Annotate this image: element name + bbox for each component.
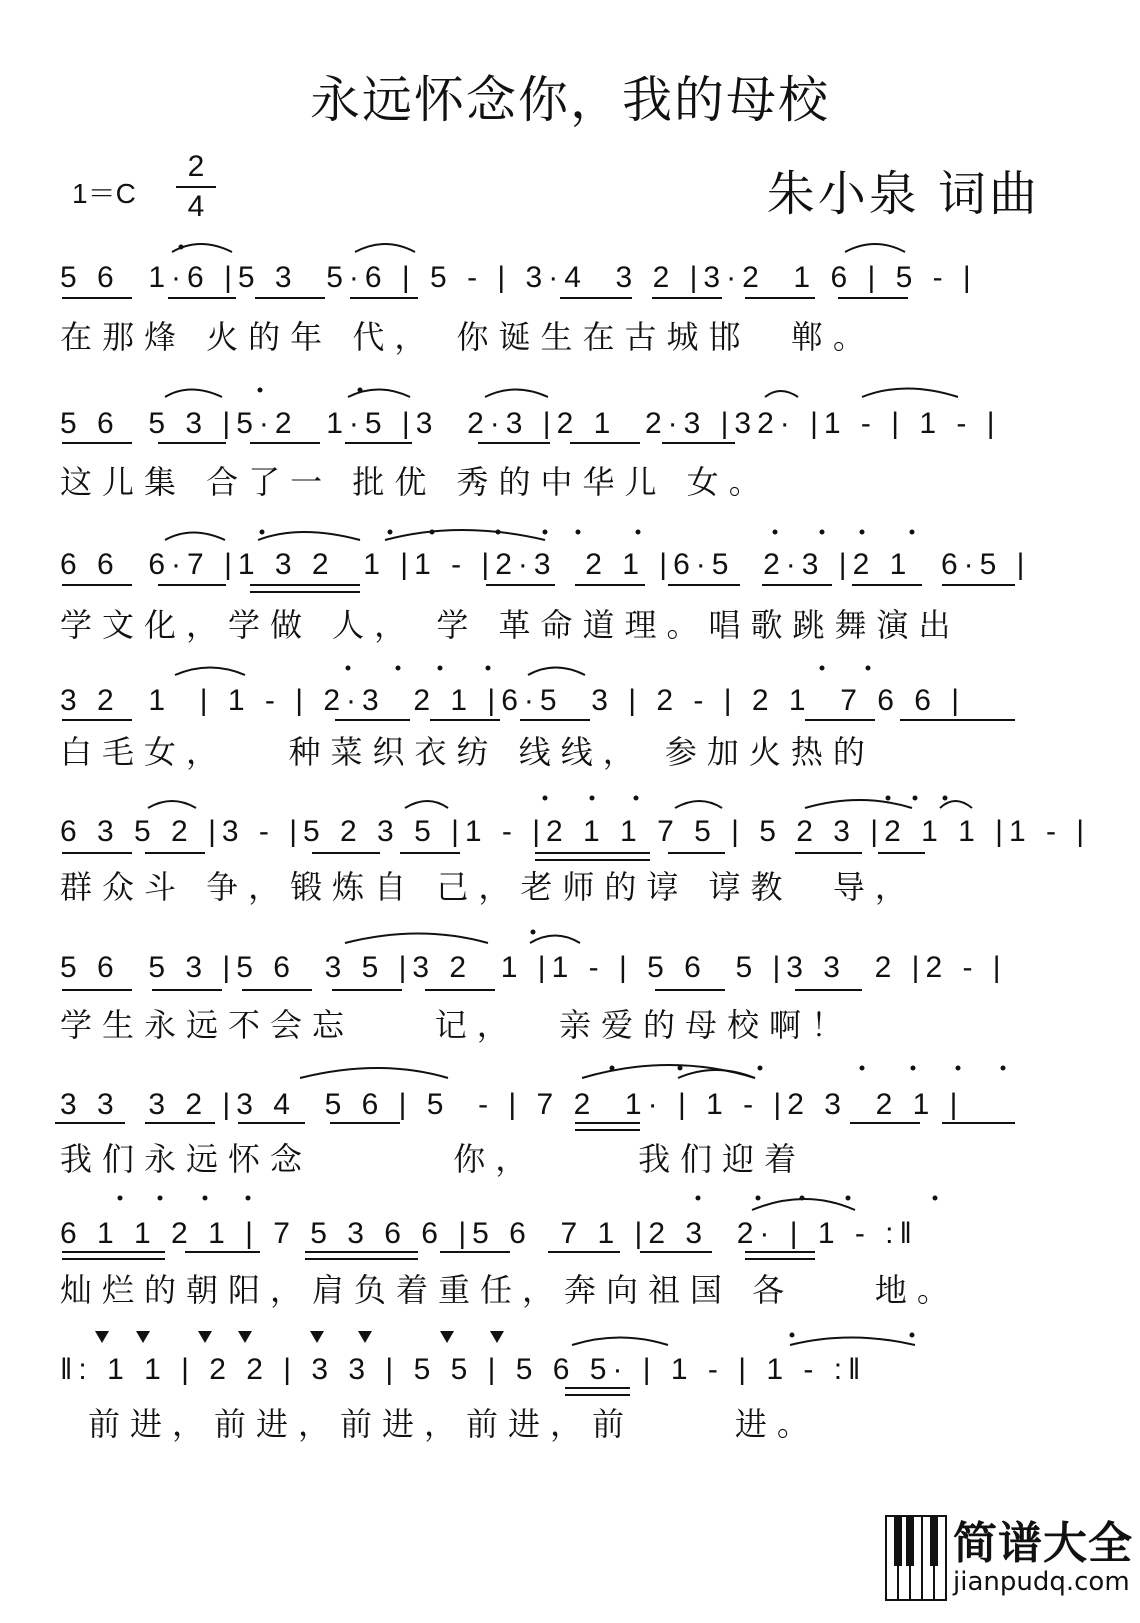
accent-mark [490,1331,504,1343]
lyrics-line-2: 这儿集 合了一 批优 秀的中华儿 女。 [60,463,771,501]
song-title: 永远怀念你，我的母校 [310,71,830,129]
notation-line-5: 6 3 5 2 |3 - |5 2 3 5 |1 - |2 1 1 7 5 | 5 2 3 |2 1 1 |1 - | [60,815,1091,848]
lyrics-line-5: 群众斗 争，锻炼自 己，老师的谆 谆教 导， [60,868,917,906]
lyrics-line-6: 学生永远不会忘 记， 亲爱的母校啊！ [60,1006,854,1044]
slur-mark [805,800,912,808]
time-denominator: 4 [187,190,205,223]
slur-mark [572,1338,668,1346]
lyrics-line-1: 在那烽 火的年 代， 你诞生在古城邯 郸。 [60,318,875,356]
slur-mark [678,1070,755,1078]
accent-mark [95,1331,109,1343]
lyrics-line-4: 白毛女， 种菜织衣纺 线线， 参加火热的 [60,733,875,771]
slur-mark [790,1338,915,1346]
lyrics-line-9: 前进，前进，前进，前进，前 进。 [88,1405,819,1443]
slur-mark [845,244,905,252]
slur-mark [355,244,415,252]
accent-mark [310,1331,324,1343]
slur-mark [940,801,972,808]
notation-line-4: 3 2 1 | 1 - | 2·3 2 1 |6·5 3 | 2 - | 2 1 7 6 6 | [60,684,966,717]
logo-text: 简谱大全 [953,1518,1133,1569]
slur-mark [862,389,958,398]
notation-line-2: 5 6 5 3 |5·2 1·5 |3 2·3 |2 1 2·3 |32· |1 - | 1 - | [60,407,1001,440]
slur-mark [765,391,798,397]
notation-line-3: 6 6 6·7 |1 3 2 1 |1 - |2·3 2 1 |6·5 2·3 |2 1 6·5 | [60,548,1031,581]
key-signature: 1＝C [72,178,136,209]
slur-mark [385,530,545,540]
slur-mark [175,668,245,676]
notation-line-8: 6 1 1 2 1 | 7 5 3 6 6 |5 6 7 1 |2 3 2· | 1 - :‖ [60,1217,918,1250]
accent-mark [136,1331,150,1343]
piano-keys-icon [885,1515,947,1601]
notation-line-9: ‖: 1 1 | 2 2 | 3 3 | 5 5 | 5 6 5· | 1 - | 1 - :‖ [60,1353,867,1386]
slur-mark [530,936,580,944]
slur-mark [528,668,585,676]
lyricist-composer-credit: 朱小泉 词曲 [766,166,1040,222]
lyrics-line-7: 我们永远怀念 你， 我们迎着 [60,1140,807,1178]
notation-line-7: 3 3 3 2 |3 4 5 6 | 5 - | 7 2 1· | 1 - |2 3 2 1 | [60,1088,964,1121]
slur-mark [165,390,222,398]
logo-url: jianpudq.com [953,1567,1130,1597]
slur-mark [752,1199,855,1210]
slur-mark [675,801,722,808]
time-numerator: 2 [187,150,205,183]
slur-mark [345,934,488,944]
lyrics-line-8: 灿烂的朝阳，肩负着重任，奔向祖国 各 地。 [60,1271,959,1309]
notation-line-6: 5 6 5 3 |5 6 3 5 |3 2 1 |1 - | 5 6 5 |3 3 2 |2 - | [60,951,1007,984]
slur-mark [300,1068,448,1078]
slur-mark [258,532,360,540]
accent-mark [440,1331,454,1343]
accent-mark [238,1331,252,1343]
slur-mark [405,801,448,808]
slur-mark [348,390,410,398]
slur-mark [485,390,548,398]
notation-line-1: 5 6 1·6 |5 3 5·6 | 5 - | 3·4 3 2 |3·2 1 6 | 5 - | [60,261,977,294]
accent-mark [358,1331,372,1343]
accent-mark [198,1331,212,1343]
slur-mark [165,533,225,541]
lyrics-line-3: 学文化，学做 人， 学 革命道理。唱歌跳舞演出 [60,606,961,644]
slur-mark [148,801,196,808]
site-logo [885,1505,1135,1615]
